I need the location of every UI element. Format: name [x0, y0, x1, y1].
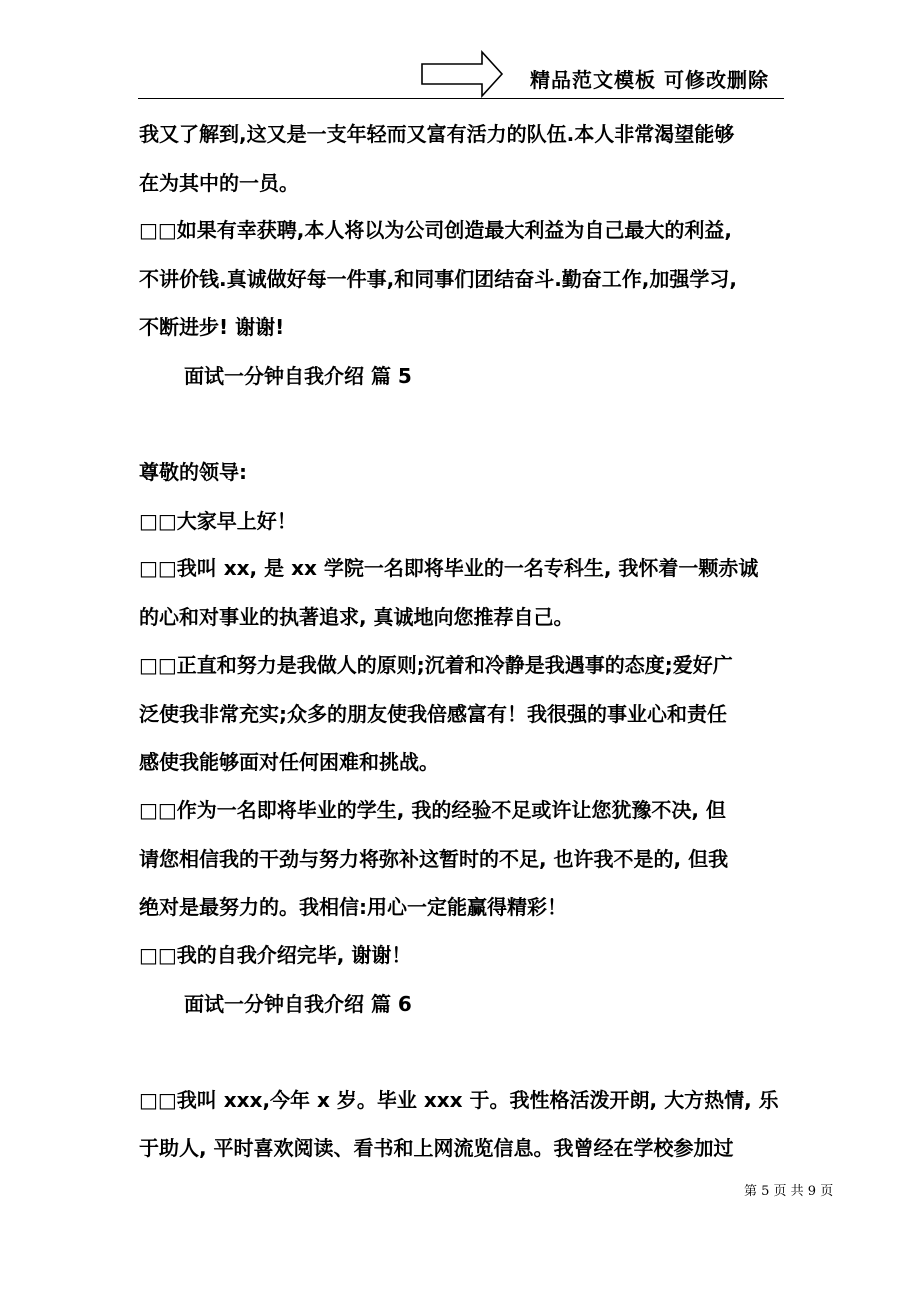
text-line: □□正直和努力是我做人的原则;沉着和冷静是我遇事的态度;爱好广	[139, 653, 733, 677]
text-line: 在为其中的一员。	[139, 171, 299, 195]
text-line: 我又了解到,这又是一支年轻而又富有活力的队伍.本人非常渴望能够	[139, 122, 735, 146]
text-line: □□我的自我介绍完毕, 谢谢！	[139, 943, 412, 967]
section-heading-6: 面试一分钟自我介绍 篇 6	[184, 992, 412, 1016]
header-rule	[138, 98, 784, 99]
section-heading-5: 面试一分钟自我介绍 篇 5	[184, 364, 412, 388]
text-line: 感使我能够面对任何困难和挑战。	[139, 750, 439, 774]
page-number: 第 5 页 共 9 页	[744, 1184, 834, 1199]
text-line: □□作为一名即将毕业的学生, 我的经验不足或许让您犹豫不决, 但	[139, 798, 726, 822]
text-line: 请您相信我的干劲与努力将弥补这暂时的不足, 也许我不是的, 但我	[139, 847, 729, 871]
arrow-icon	[420, 50, 504, 98]
text-line: □□如果有幸获聘,本人将以为公司创造最大利益为自己最大的利益,	[139, 218, 732, 242]
text-line: □□我叫 xxx,今年 x 岁。毕业 xxx 于。我性格活泼开朗, 大方热情, 乐	[139, 1088, 779, 1112]
text-line: 绝对是最努力的。我相信:用心一定能赢得精彩！	[139, 895, 567, 919]
text-line: □□我叫 xx, 是 xx 学院一名即将毕业的一名专科生, 我怀着一颗赤诚	[139, 556, 759, 580]
text-line: 的心和对事业的执著追求, 真诚地向您推荐自己。	[139, 605, 574, 629]
header-title: 精品范文模板 可修改删除	[530, 68, 769, 92]
salutation: 尊敬的领导:	[139, 460, 247, 484]
text-line: 于助人, 平时喜欢阅读、看书和上网流览信息。我曾经在学校参加过	[139, 1136, 734, 1160]
text-line: 不讲价钱.真诚做好每一件事,和同事们团结奋斗.勤奋工作,加强学习,	[139, 267, 737, 291]
text-line: 泛使我非常充实;众多的朋友使我倍感富有！我很强的事业心和责任	[139, 702, 727, 726]
text-line: □□大家早上好！	[139, 509, 297, 533]
text-line: 不断进步! 谢谢!	[139, 315, 285, 339]
